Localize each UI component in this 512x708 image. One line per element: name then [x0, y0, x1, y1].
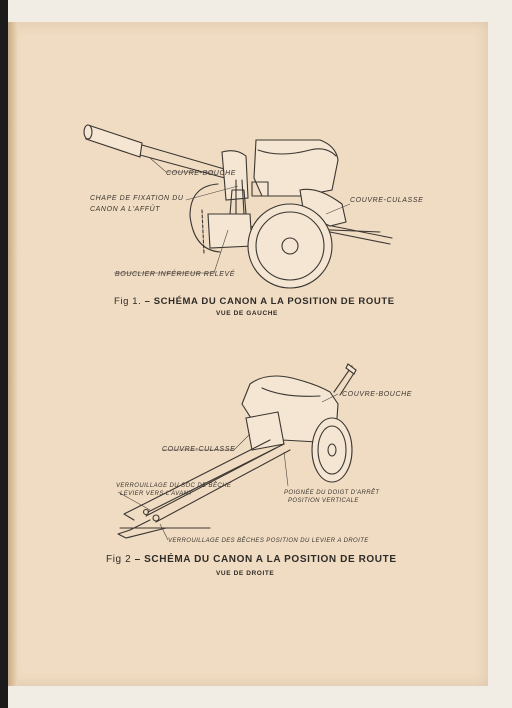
fig2-label-verrouillage-beches: VERROUILLAGE DES BÊCHES POSITION DU LEVIER A DROITE	[168, 538, 369, 544]
fig2-label-verrouillage-soc-line2: LEVIER VERS L'AVANT	[120, 491, 193, 497]
fig1-caption-subtitle: VUE DE GAUCHE	[216, 310, 278, 317]
fig2-label-couvre-bouche: COUVRE-BOUCHE	[342, 391, 413, 398]
fig1-caption-text: – SCHÉMA DU CANON A LA POSITION DE ROUTE	[144, 296, 395, 307]
fig2-label-verrouillage-soc-line1: VERROUILLAGE DU SOC DE BÊCHE	[116, 483, 232, 489]
fig1-label-bouclier: BOUCLIER INFÉRIEUR RELEVÉ	[115, 271, 236, 278]
fig1-label-couvre-culasse: COUVRE-CULASSE	[350, 197, 424, 204]
fig1-caption-number: Fig 1.	[114, 296, 142, 307]
fig2-caption-number: Fig 2	[106, 554, 132, 565]
fig2-label-couvre-culasse: COUVRE-CULASSE	[162, 446, 236, 453]
fig1-label-chape-line1: CHAPE DE FIXATION DU	[90, 195, 184, 202]
fig1-label-couvre-bouche: COUVRE-BOUCHE	[166, 170, 237, 177]
fig2-caption-title	[106, 554, 397, 565]
fig1-caption-title	[114, 296, 395, 307]
fig2-label-poignee-line2: POSITION VERTICALE	[288, 498, 359, 504]
fig2-label-poignee-line1: POIGNÉE DU DOIGT D'ARRÊT	[284, 490, 380, 496]
fig2-caption-subtitle: VUE DE DROITE	[216, 570, 275, 577]
fig2-gun-illustration	[118, 364, 356, 540]
fig1-label-chape-line2: CANON A L'AFFÛT	[90, 206, 161, 213]
fig2-caption-text: – SCHÉMA DU CANON A LA POSITION DE ROUTE	[134, 554, 397, 565]
